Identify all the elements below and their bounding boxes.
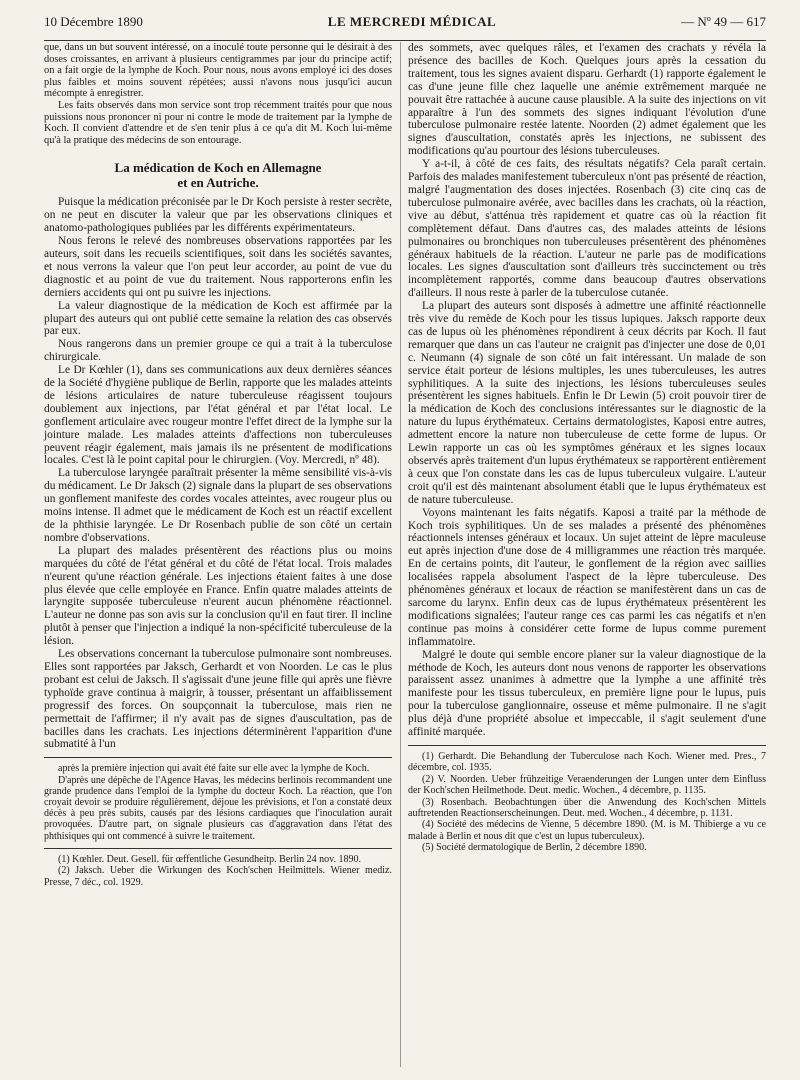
paragraph: Voyons maintenant les faits négatifs. Kaposi a traité par la méthode de Koch trois syphilitiques. Un de ses malades a présenté des phénomènes réactionnels intenses généraux et locaux. Un sujet atteint de lèpre maculeuse eut après injection d'une dose de 4 milligrammes une réaction très marquée. En de certains points, dit l'auteur, le gonflement de la région avec saillies localisées rappela absolument l'aspect de la lèpre tuberculeuse. Des phénomènes généraux et locaux de réaction se manifestèrent dans un cas de sarcome du larynx. Enfin deux cas de lupus érythémateux présentèrent les modifications signalées; l'auteur range ces cas parmi les cas négatifs et n'en continue pas moins à considérer cette forme de lupus comme purement inflammatoire. bbox=[408, 506, 766, 648]
paragraph: La valeur diagnostique de la médication de Koch est affirmée par la plupart des auteurs qui ont publié cette semaine la relation des cas observés par eux. bbox=[44, 299, 392, 338]
note-paragraph: D'après une dépêche de l'Agence Havas, les médecins berlinois recommandent une grande prudence dans l'emploi de la lymphe du docteur Koch. La réaction, que l'on croyait devoir se produire régulièrement, déjoue les prévisions, et l'on a constaté deux décès à peu près subits, causés par des lésions cardiaques que l'inoculation aurait provoquées. D'autre part, on signale plusieurs cas d'aggravation dans l'état des phthisiques qui ont commencé à suivre le traitement. bbox=[44, 774, 392, 842]
footnote: (3) Rosenbach. Beobachtungen über die Anwendung des Koch'schen Mittels auftretenden Reactionserscheinungen. Deut. med. Wochen., 4 décembre, p. 1131. bbox=[408, 796, 766, 819]
page-number: — Nº 49 — 617 bbox=[681, 14, 766, 29]
paragraph: Malgré le doute qui semble encore planer sur la valeur diagnostique de la méthode de Koch, les auteurs dont nous venons de rapporter les observations paraissent assez unanimes à admettre que la lymphe a une affinité très manifeste pour les tissus tuberculeux, en première ligne pour le lupus, puis pour la tuberculose ganglionnaire, osseuse et même pulmonaire. Il ne s'agit plus déjà d'une propriété absolue et impeccable, il s'agit seulement d'une affinité marquée. bbox=[408, 648, 766, 739]
journal-title: LE MERCREDI MÉDICAL bbox=[327, 14, 497, 29]
paragraph: Le Dr Kœhler (1), dans ses communications aux deux dernières séances de la Société d'hygiène publique de Berlin, rapporte que les malades atteints de lésions articulaires de nature tuberculeuse réagissent toujours doublement aux injections, par l'état général et par l'état local. Le gonflement articulaire avec rougeur montre l'effet direct de la lymphe sur la jointure malade. Les malades atteints d'affections non tuberculeuses peuvent réagir également, mais jamais ils ne présentent de modifications locales. C'est là le point capital pour le chirurgien. (Voy. Mercredi, nº 48). bbox=[44, 364, 392, 467]
paragraph: Nous ferons le relevé des nombreuses observations rapportées par les auteurs, soit dans les recueils scientifiques, soit dans les sociétés savantes, et nous verrons la valeur que l'on peut leur accorder, au point de vue du diagnostic et au point de vue du traitement. Nous rapporterons enfin les derniers accidents qui ont pu suivre les injections. bbox=[44, 235, 392, 299]
footnote: (1) Kœhler. Deut. Gesell. für œffentliche Gesundheitp. Berlin 24 nov. 1890. bbox=[58, 853, 361, 865]
header-date: 10 Décembre 1890 bbox=[44, 14, 143, 29]
left-column bbox=[44, 42, 392, 888]
footnote: (5) Société dermatologique de Berlin, 2 décembre 1890. bbox=[422, 842, 647, 854]
footnote-rule bbox=[408, 745, 766, 746]
paragraph: que, dans un but souvent intéressé, on a inoculé toute personne qui le désirait à des doses croissantes, en arrivant à plusieurs centigrammes par jour du principe actif; on a fait orgie de la lymphe de Koch. Pour nous, nous avons employé ici des doses plus faibles et moins souvent répétées; aussi n'avons nous jusqu'ici aucun mécompte à enregistrer. bbox=[44, 42, 392, 100]
paragraph: Les observations concernant la tuberculose pulmonaire sont nombreuses. Elles sont rapportées par Jaksch, Gerhardt et von Noorden. Le cas le plus probant est celui de Jaksch. Il s'agissait d'une jeune fille qui après une fièvre typhoïde grave continua à maigrir, à tousser, présentant un affaiblissement progressif des forces. On soupçonnait la tuberculose, mais rien ne permettait de l'affirmer; il n'y avait pas de signes d'auscultation, pas de bacilles dans les crachats. Les injections déterminèrent l'apparition d'une submatité à l'un bbox=[44, 648, 392, 751]
paragraph: des sommets, avec quelques râles, et l'examen des crachats y révéla la présence des bacilles de Koch. Quelques jours après la cessation du traitement, tous les signes avaient disparu. Gerhardt (1) rapporte également le cas d'une jeune fille chez laquelle une anémie extrêmement marquée ne pouvait être rattachée à aucune cause plausible. A la suite des injections on vit apparaître à l'un des sommets des signes indiquant l'évolution d'une tuberculose pulmonaire restée latente. Noorden (2) admet également que les signes d'auscultation, constatés après les injections, ne subissent des modifications qu'au pourtour des lésions tuberculeuses. bbox=[408, 42, 766, 158]
note-paragraph: après la première injection qui avait été faite sur elle avec la lymphe de Koch. bbox=[58, 763, 370, 775]
paragraph: Les faits observés dans mon service sont trop récemment traités pour que nous puissions nous prononcer ni pour ni contre le mode de traitement par la lymphe de Koch. Il convient d'attendre et de s'en tenir plus à ce qu'a dit M. Koch lui-même qu'à la pratique des médecins de son entourage. bbox=[44, 99, 392, 146]
page-header bbox=[44, 14, 766, 41]
paragraph: Puisque la médication préconisée par le Dr Koch persiste à rester secrète, on ne peut en discuter la valeur que par les observations cliniques et anatomo-pathologiques publiées par les différents expérimentateurs. bbox=[44, 196, 392, 235]
right-column bbox=[408, 42, 766, 854]
footnote: (1) Gerhardt. Die Behandlung der Tuberculose nach Koch. Wiener med. Pres., 7 décembre, col. 1935. bbox=[408, 750, 766, 774]
footnote-rule bbox=[44, 848, 392, 849]
paragraph: La plupart des malades présentèrent des réactions plus ou moins marquées du côté de l'état général et du côté de l'état local. Trois malades n'eurent qu'une réaction générale. Les injections étaient faites à une dose plus élevée que celle employée en France. Enfin quatre malades atteints de laryngite supposée tuberculeuse n'eurent aucun phénomène réactionnel. L'auteur ne donne pas son avis sur la conclusion qu'il en faut tirer. Il incline plutôt à penser que l'injection a indiqué la non-spécificité tuberculeuse de la lésion. bbox=[44, 544, 392, 648]
footnote: (2) V. Noorden. Ueber frühzeitige Veraenderungen der Lungen unter dem Einfluss der Koch'schen Heilmethode. Deut. medic. Wochen., 4 décembre, p. 1135. bbox=[408, 773, 766, 797]
paragraph: La plupart des auteurs sont disposés à admettre une affinité réactionnelle très vive du remède de Koch pour les tissus lupiques. Jaksch rapporte deux cas de lupus où les phénomènes répondirent à ceux décrits par Koch. Il faut remarquer que dans un cas l'auteur ne craignit pas d'injecter une dose de 0,01 c. Neumann (4) signale de son côté un fait intéressant. Un malade de son service était porteur de lésions multiples, les unes tuberculeuses, les autres syphilitiques. A la suite des injections, les lésions tuberculeuses seules présentèrent les signes habituels. Enfin le Dr Lewin (5) croit pouvoir tirer de la médication de Koch des conclusions intéressantes sur le diagnostic de la nature du lupus érythémateux. Certains dermatologistes, Kaposi entre autres, admettent encore la nature non tuberculeuse de cette forme de lupus. Or Lewin rapporte un cas où les symptômes généraux et les signes locaux observés après traitement d'un lupus érythémateux se rapportèrent entièrement à ceux que l'on constate dans les cas de lupus tuberculeux vulgaire. L'auteur croit qu'il est dès maintenant absolument établi que le lupus érythémateux est de nature tuberculeuse. bbox=[408, 300, 766, 506]
section-heading-line: La médication de Koch en Allemagne bbox=[114, 160, 322, 176]
section-heading bbox=[44, 160, 392, 190]
paragraph: La tuberculose laryngée paraîtrait présenter la même sensibilité vis-à-vis du médicament. Le Dr Jaksch (2) signale dans la plupart de ses observations un gonflement manifeste des cordes vocales atteintes, avec rougeur plus ou moins intense. Il admet que le médicament de Koch est un réactif excellent de la phthisie laryngée. Le Dr Rosenbach publie de son côté un certain nombre d'observations. bbox=[44, 467, 392, 544]
paragraph: Nous rangerons dans un premier groupe ce qui a trait à la tuberculose chirurgicale. bbox=[44, 338, 392, 364]
column-divider bbox=[400, 42, 401, 1067]
paragraph: Y a-t-il, à côté de ces faits, des résultats négatifs? Cela paraît certain. Parfois des malades manifestement tuberculeux n'ont pas présenté de réaction, malgré l'augmentation des doses injectées. Rosenbach (3) cite cinq cas de tuberculose pulmonaire avérée, avec bacilles dans les crachats, où la réaction, vive au début, s'atténua très rapidement et quatre cas où la réaction fit complètement défaut. Dans d'autres cas, des malades atteints de lésions pulmonaires ou bronchiques non tuberculeuses présentèrent des phénomènes généraux habituels de la réaction. L'auteur ne parle pas de modifications locales. Les signes d'auscultation sont d'ailleurs très succinctement ou très incomplètement rapportés, comme dans beaucoup d'autres observations d'ailleurs. Il nous reste à parler de la tuberculose cutanée. bbox=[408, 158, 766, 300]
separator-rule bbox=[44, 757, 392, 758]
section-heading-line: et en Autriche. bbox=[177, 175, 259, 191]
footnote: (4) Société des médecins de Vienne, 5 décembre 1890. (M. is M. Thibierge a vu ce malade à Berlin et nous dit que c'est un lupus tuberculeux). bbox=[408, 819, 766, 842]
footnote: (2) Jaksch. Ueber die Wirkungen des Koch'schen Heilmittels. Wiener mediz. Presse, 7 déc., col. 1929. bbox=[44, 865, 392, 888]
